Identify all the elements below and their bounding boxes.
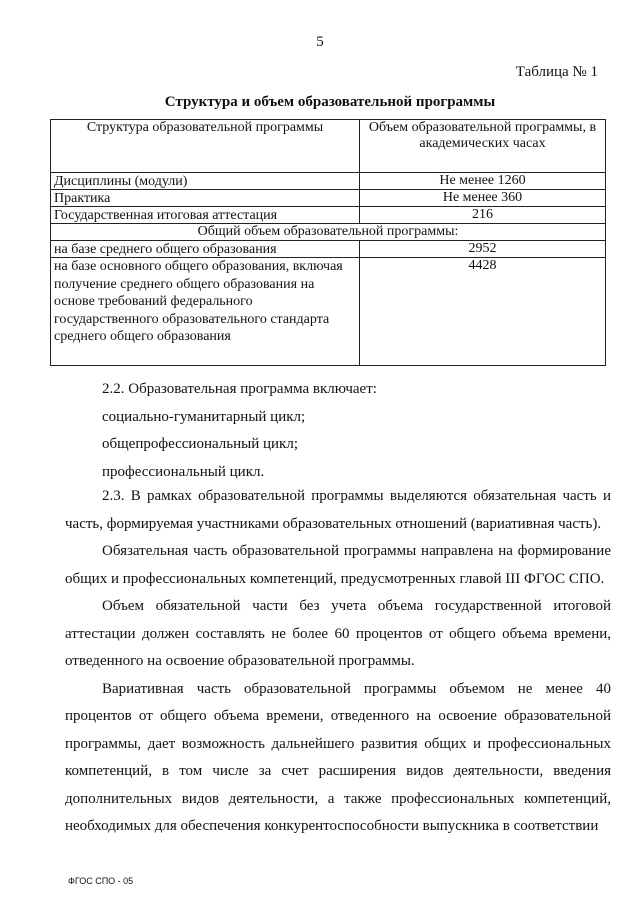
table-header-structure: Структура образовательной программы [51,120,360,173]
paragraph-2-2: 2.2. Образовательная программа включает: [102,381,377,397]
row-name: на базе среднего общего образования [51,241,360,258]
table-row [51,207,606,224]
program-components-list [65,376,611,486]
body-paragraphs [65,483,611,841]
program-structure-table [50,119,606,366]
row-name: Дисциплины (модули) [51,173,360,190]
total-volume-label: Общий объем образовательной программы: [51,224,606,241]
row-value: 216 [360,207,606,224]
table-row [51,190,606,207]
row-value: 2952 [360,241,606,258]
page-number: 5 [316,34,324,50]
paragraph-variable: Вариативная часть образовательной программы объемом не менее 40 процентов от общего объема времени, отведенного на освоение образовательной программы, дает возможность дальнейшего развития общих и профессиональных компетенций, в том числе за счет расширения видов деятельности, введения дополнительных видов деятельности, а также профессиональных компетенций, необходимых для обеспечения конкурентоспособности выпускника в соответствии [65,680,611,834]
paragraph-mandatory: Обязательная часть образовательной программы направлена на формирование общих и профессиональных компетенций, предусмотренных главой III ФГОС СПО. [65,543,611,587]
table-label: Таблица № 1 [515,64,598,80]
row-name: на базе основного общего образования, включая получение среднего общего образования на основе требований федерального государственного образовательного стандарта среднего общего образования [51,258,360,366]
footer-code: ФГОС СПО - 05 [68,876,134,886]
paragraph-2-3: 2.3. В рамках образовательной программы выделяются обязательная часть и часть, формируемая участниками образовательных отношений (вариативная часть). [65,488,611,532]
total-volume-row [51,224,606,241]
row-name: Государственная итоговая аттестация [51,207,360,224]
list-item: профессиональный цикл. [102,463,265,480]
paragraph-mandatory-volume: Объем обязательной части без учета объема государственной итоговой аттестации должен составлять не более 60 процентов от общего объема времени, отведенного на освоение образовательной программы. [65,598,611,669]
row-value: Не менее 360 [360,190,606,207]
table-row [51,258,606,366]
list-item: социально-гуманитарный цикл; [102,408,306,425]
table-row [51,241,606,258]
row-value: 4428 [360,258,606,366]
list-item: общепрофессиональный цикл; [102,436,298,452]
table-row [51,173,606,190]
table-header-row [51,120,606,173]
row-name: Практика [51,190,360,207]
table-title: Структура и объем образовательной программы [164,94,496,110]
table-header-volume: Объем образовательной программы, в академических часах [360,120,606,173]
row-value: Не менее 1260 [360,173,606,190]
